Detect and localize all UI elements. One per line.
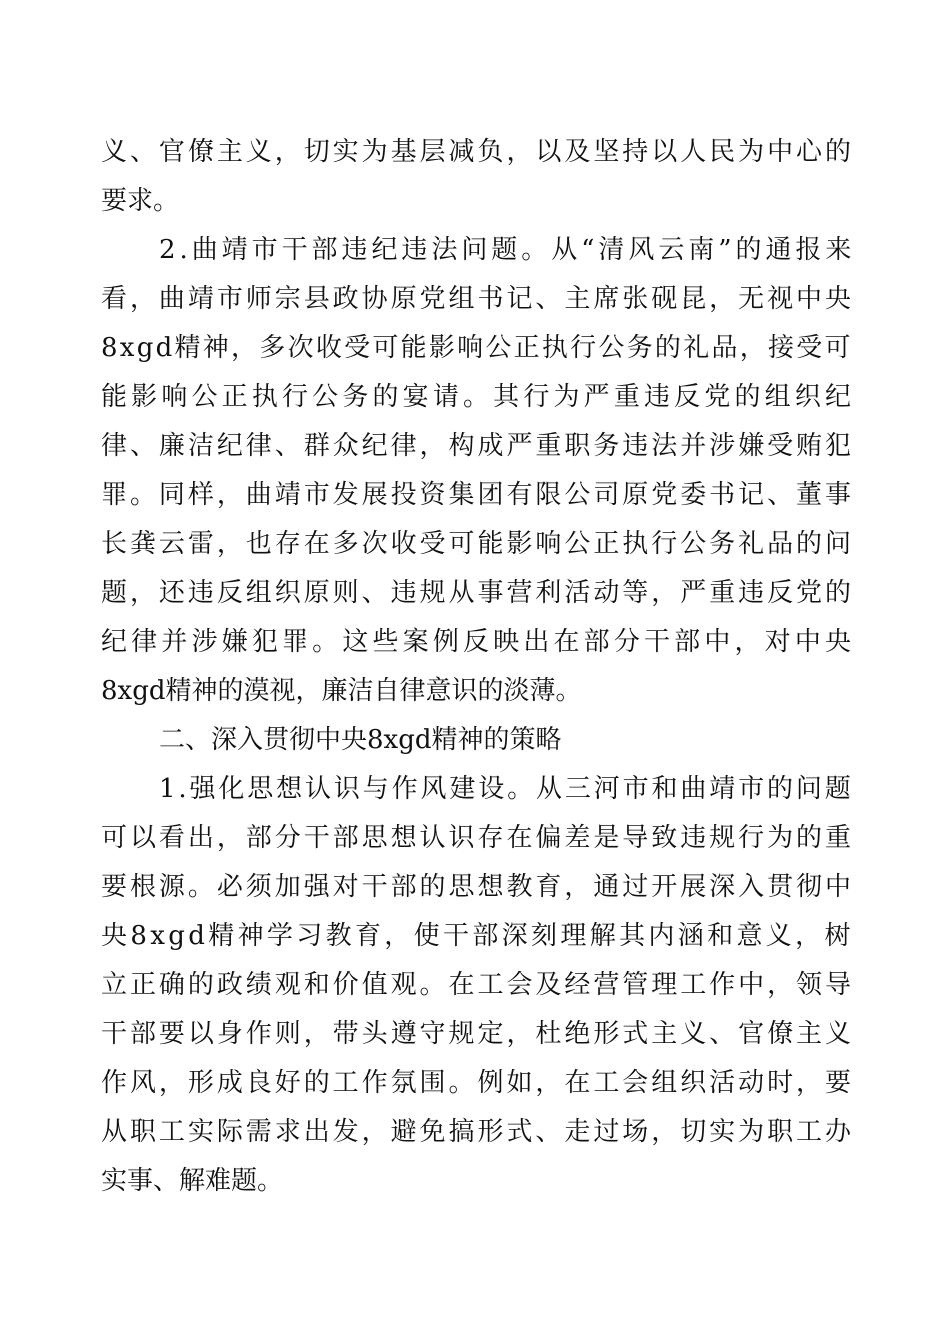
paragraph-heading: 1.强化思想认识与作风建设。从三河市和曲靖市的问题 bbox=[159, 774, 854, 804]
text-line: 能影响公正执行公务的宴请。其行为严重违反党的组织纪 bbox=[101, 382, 856, 412]
text-line: 看，曲靖市师宗县政协原党组书记、主席张砚昆，无视中央 bbox=[101, 284, 854, 314]
text-line: 8xgd精神，多次收受可能影响公正执行公务的礼品，接受可 bbox=[101, 333, 853, 363]
text-line: 要求。 bbox=[101, 186, 180, 216]
text-line: 要根源。必须加强对干部的思想教育，通过开展深入贯彻中 bbox=[101, 872, 854, 902]
section-heading: 二、深入贯彻中央8xgd精神的策略 bbox=[159, 725, 562, 755]
text-line: 纪律并涉嫌犯罪。这些案例反映出在部分干部中，对中央 bbox=[101, 627, 856, 657]
text-line: 8xgd精神的漠视，廉洁自律意识的淡薄。 bbox=[101, 676, 582, 706]
text-line: 罪。同样，曲靖市发展投资集团有限公司原党委书记、董事 bbox=[101, 480, 854, 510]
text-line: 可以看出，部分干部思想认识存在偏差是导致违规行为的重 bbox=[101, 823, 854, 853]
text-line: 从职工实际需求出发，避免搞形式、走过场，切实为职工办 bbox=[101, 1117, 854, 1147]
paragraph-heading: 2.曲靖市干部违纪违法问题。从“清风云南”的通报来 bbox=[159, 235, 856, 265]
text-line: 作风，形成良好的工作氛围。例如，在工会组织活动时，要 bbox=[101, 1068, 854, 1098]
text-line: 长龚云雷，也存在多次收受可能影响公正执行公务礼品的问 bbox=[101, 529, 854, 559]
text-line: 央8xgd精神学习教育，使干部深刻理解其内涵和意义，树 bbox=[101, 921, 854, 951]
text-line: 立正确的政绩观和价值观。在工会及经营管理工作中，领导 bbox=[101, 970, 854, 1000]
text-line: 题，还违反组织原则、违规从事营利活动等，严重违反党的 bbox=[101, 578, 854, 608]
text-line: 实事、解难题。 bbox=[101, 1166, 284, 1196]
text-line: 律、廉洁纪律、群众纪律，构成严重职务违法并涉嫌受贿犯 bbox=[101, 431, 854, 461]
text-line: 干部要以身作则，带头遵守规定，杜绝形式主义、官僚主义 bbox=[101, 1019, 854, 1049]
text-line: 义、官僚主义，切实为基层减负，以及坚持以人民为中心的 bbox=[101, 137, 854, 167]
